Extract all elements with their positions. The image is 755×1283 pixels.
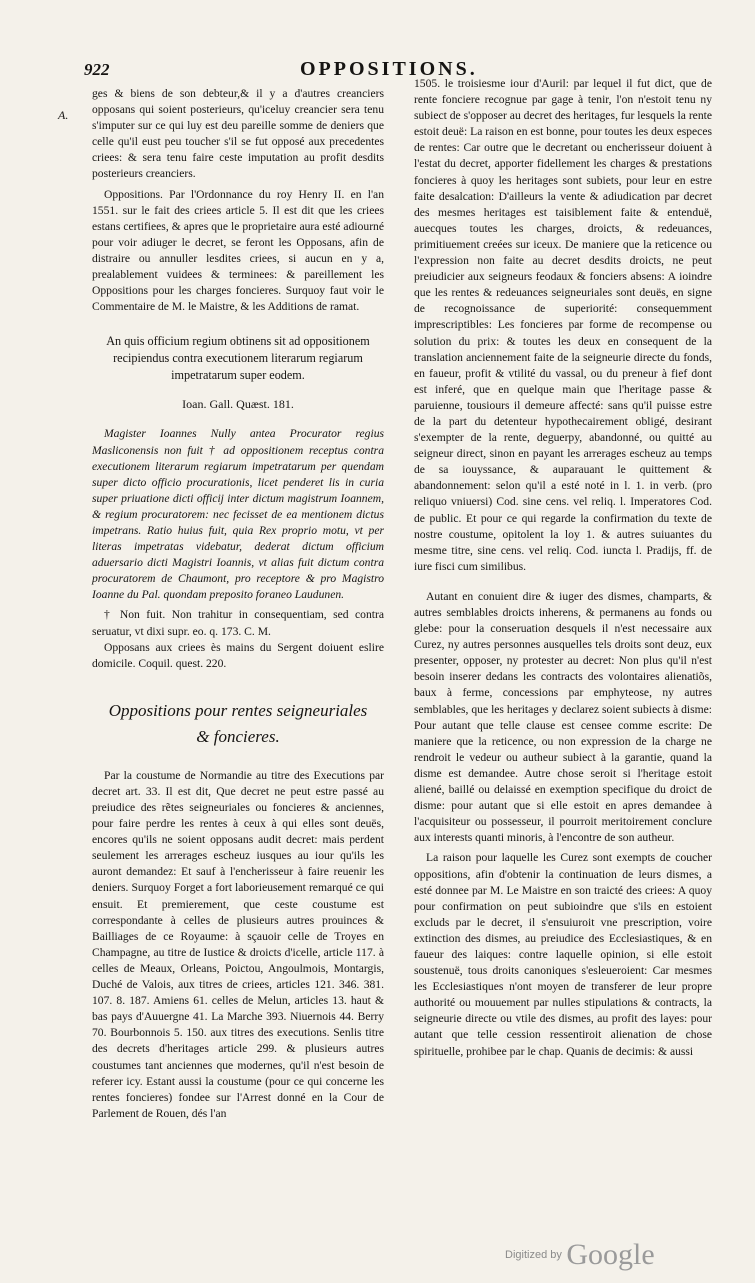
quest-reference: Ioan. Gall. Quæst. 181.	[182, 397, 294, 412]
left-column	[92, 86, 384, 1122]
section-title-line-2: & foncieres.	[196, 726, 280, 746]
running-head: OPPOSITIONS.	[300, 58, 478, 80]
section-title-line-1: Oppositions pour rentes seigneuriales	[108, 700, 368, 720]
page-number: 922	[84, 60, 110, 79]
section-title	[92, 698, 384, 750]
digitized-watermark	[505, 1238, 655, 1272]
left-paragraph-1: ges & biens de son debteur,& il y a d'autres creanciers opposans qui soient posterieurs, qu'iceluy creancier sera tenu s'imputer sur ce qui luy est deu pareille somme de deniers que celle qu'il eust peu toucher s'il se fut opposé aux precedentes criees: & sera tenu faire ceste imputation au profit desdits posterieurs creanciers.	[92, 87, 384, 181]
right-paragraph-2: Autant en conuient dire & iuger des dismes, champarts, & autres semblables droicts inherens, & permanens au fonds ou glebe: pour la conseruation desquels il n'est necessaire aux Curez, ny autres personnes ausquelles tels droits sont deuz, eux presenter, opposer, ny protester au decret: Non plus qu'il n'est besoin inserer dedans les contracts des volontaires alienatiõs, baux à ferme, concessions par emphyteose, ny autres semblables, que les heritages y declarez soient subiects à disme: Pour autant que telle clause est censee comme escrite: De maniere que la reticence, ou non expression de la charge ne rendroit le vedeur ou autheur subiect à la garantie, quand la disme est demandee. Autre chose seroit si l'heritage estoit aliené, baillé ou delaissé en exemption specifique du droict de disme: pour autant que si elle estoit en apres demandee à l'acquisiteur ou possesseur, il pourroit meritoirement conclure aux interests quanti minoris, à l'encontre de son autheur.	[414, 589, 712, 845]
latin-title: An quis officium regium obtinens sit ad oppositionem recipiendus contra executionem literarum regiarum impetratarum super eodem.	[106, 334, 370, 383]
left-paragraph-4: Par la coustume de Normandie au titre des Executions par decret art. 33. Il est dit, Que decret ne peut estre passé au preiudice des rẽtes seigneuriales ou foncieres & anciennes, pour faire perdre les rentes à ceux à qui elles sont deuës, encores qu'ils ne soient opposans audit decret: mais perdent seulement les arrerages escheuz iusques au iour qu'ils les auront demandez: Et sauf à l'encherisseur à faire reuenir les deniers. Surquoy Forget a fort laborieusement remarqué ce qui ensuit. Et premierement, que ceste coustume est correspondante à celles de plusieurs autres prouinces & Bailliages de ce Royaume: à sçauoir celle de Troyes en Champagne, au titre de Iustice & droicts d'icelle, article 117. à celles de Meaux, Orleans, Poictou, Angoulmois, Montargis, Duché de Valois, aux titres de criees, articles 121. 346. 381. 107. 8. 187. Amiens 61. celles de Melun, articles 13. haut & bas pays d'Auuergne 41. La Marche 393. Niuernois 44. Berry 70. Bourbonnois 5. 150. aux titres des executions. Senlis titre des decrets d'heritages article 299. & plusieurs autres coustumes tant anciennes que modernes, qu'il n'est besoin de referer icy. Estant aussi la coustume (pour ce qui concerne les rentes foncieres) fondee sur l'Arrest donné en la Cour de Parlement de Rouen, dés l'an	[92, 768, 384, 1120]
digitized-by-text: Digitized by	[505, 1249, 562, 1261]
margin-mark: A.	[58, 108, 69, 122]
right-column	[414, 76, 712, 1060]
footnote: † Non fuit. Non trahitur in consequentiam, sed contra seruatur, vt dixi supr. eo. q. 173. C. M.	[92, 608, 384, 638]
right-paragraph-3: La raison pour laquelle les Curez sont exempts de coucher oppositions, afin d'obtenir la continuation de leurs dismes, a esté donnee par M. Le Maistre en son traicté des criees: A quoy pour confirmation on peut subioindre que s'ils en estoient excluds par le decret, il s'ensuiuroit vne prescription, voire extinction des dismes, au preiudice des Ecclesiastiques, & en faueur des laiques: contre laquelle opinion, si elle estoit soustenuë, tous droits canoniques s'esleueroient: Car mesmes les Ecclesiastiques n'ont moyen de transferer de leur propre authorité ou mouuement par nulles stipulations & contracts, la seigneurie directe ou vtile des dismes, au profit des layes: pour autant que telle cession ressentiroit alienation de chose spirituelle, prohibee par le chap. Quanis de decimis: & aussi	[414, 851, 712, 1058]
right-paragraph-1: 1505. le troisiesme iour d'Auril: par lequel il fut dict, que de rente fonciere recognue par gage à tenir, l'on n'estoit tenu ny subiect de s'opposer au decret des heritages, fur lesquels la rente estoit deuë: La raison en est bonne, pour toutes les deux especes de rentes: Car outre que le decretant ou encherisseur doiuent à l'estat du decret, apporter fidellement les charges & prestations foncieres à quoy les heritages sont subiets, pour leur en estre faite desalcation: D'ailleurs la vente & adiudication par decret des mesmes heritages est taisiblement faite & entenduë, auecques toutes les charges, droicts, & redeuances, primitiuement creées sur iceux. De maniere que la reticence ou l'expression non faite au decret desdits droicts, ne peut preiudicier aux seigneurs feodaux & fonciers absens: A ioindre que les rentes & redeuances seigneuriales sont deuës, en signe de recognoissance de superiorité: consequemment imprescriptibles: Les foncieres par forme de recompense ou solution du prix: & toutes les deux en consequent de la translation anciennement faite de la seigneurie directe du fonds, en faueur, profit & vtilité du vassal, ou du preneur à fief dont est inferé, que en quelque main que l'heritage passe & paruienne, tousiours il demeure affecté: sans qu'il puisse estre de la part du detenteur hypothecairement obligé, desirant s'exempter de la rente, deguerpy, abandonné, ou quitté au seigneur direct, sinon en payant les arrerages escheuz au temps de sa iouyssance, & auparauant le quittement & abandonnement: selon qu'il a esté noté in l. 1. in verb. (pro reliquo vniuersi) Cod. sine cens. vel reliq. l. Imperatores Cod. de public. Et pour ce qui regarde la confirmation du texte de nostre coustume, opitolent la loy 1. & autres suiuantes du mesme titre, sine cens. vel reliq. Cod. iuncta l. Pradijs, ff. de iure fisci cum similibus.	[414, 77, 712, 573]
latin-body: Magister Ioannes Nully antea Procurator regius Masliconensis non fuit † ad oppositionem receptus contra executionem literarum regiarum impetratarum per quendam super dicto officio procurationis, licet penderet lis in curia super priuatione dicti officij inter dictum magistrum Ioannem, & regium procuratorem: nec fecisset de ea mentionem dictus impetrans. Ratio huius fuit, quia Rex proprio motu, vt per literas impetratas videbatur, dederat dictum officium aduersario dicti Magistri Ioannis, vt alias fuit dictum contra procuratorem de Chaumont, pro receptore & pro Magistro Ioanne du Pal. quondam preposito foraneo Laudunen.	[92, 427, 384, 602]
google-logo: Google	[566, 1238, 655, 1271]
left-paragraph-2: Oppositions. Par l'Ordonnance du roy Henry II. en l'an 1551. sur le fait des criees article 5. Il est dit que les criees estans certifiees, & apres que le proprietaire aura esté adiourné pour voir adiuger le decret, se feront les Opposans, afin de distraire ou annuller lesdites criees, si aucun en y a, prealablement vuidees & terminees: & pareillement les Oppositions pour les charges foncieres. Surquoy faut voir le Commentaire de M. le Maistre, & les Additions de ramat.	[92, 187, 384, 314]
left-paragraph-3: Opposans aux criees ès mains du Sergent doiuent eslire domicile. Coquil. quest. 220.	[92, 640, 384, 670]
